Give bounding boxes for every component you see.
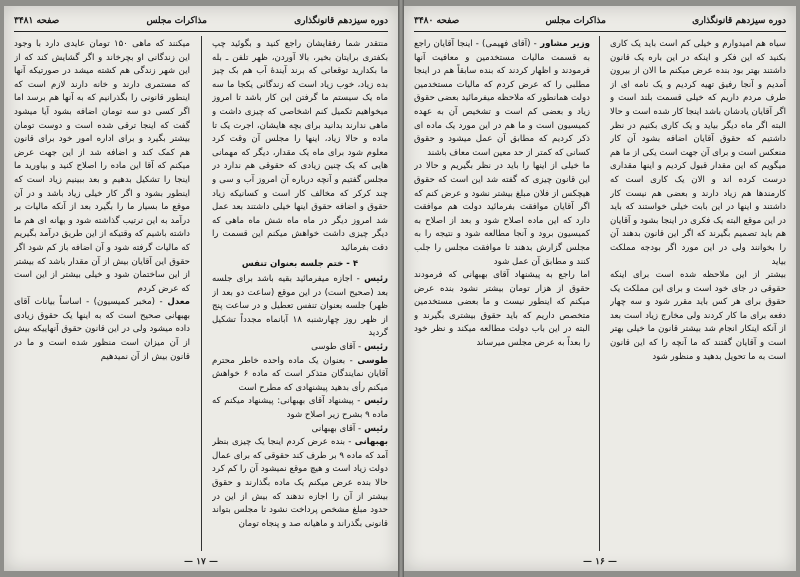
speech-text: - بعنوان یک ماده واحده خاطر محترم آقایان نمایندگان متذکر است که ماده ۶ خواهش میکنم رأی بدهید پیشنهادی که مطرح است	[212, 355, 388, 393]
speaker-paragraph	[14, 296, 190, 364]
right-header-page-number: صفحه ۳۴۸۰	[414, 16, 460, 26]
body-paragraph: ما خیلی از اینها را باید در نظر بگیریم و حالا در این قانون چیزی که گفته شد این است که حقوق هیچکس از فلان مبلغ بیشتر نشود و عرض کنم که اگر آقایان موافقت بفرمائید دولت هم موافقت دارد که این ماده اصلاح شود و بعد از اصلاح به کمیسیون برود و آنجا مطالعه شود و نتیجه را به مجلس گزارش بدهند تا موافقت مجلس را جلب کنند و مطابق آن عمل شود	[414, 161, 590, 267]
right-page-footer: — ۱۶ —	[583, 557, 617, 567]
speaker-paragraph	[212, 273, 388, 341]
left-page-right-column	[212, 38, 388, 549]
speaker-name: رئیس	[361, 342, 388, 353]
left-page-header	[14, 14, 388, 28]
left-page-left-column	[14, 38, 190, 549]
right-page	[404, 6, 796, 571]
left-header-title: دوره سیزدهم قانونگذاری	[294, 16, 388, 26]
speech-text: - پیشنهاد آقای بهبهانی: پیشنهاد میکنم که ماده ۹ بشرح زیر اصلاح شود	[212, 396, 388, 421]
right-page-header	[414, 14, 786, 28]
speech-text: - آقای بهبهانی	[311, 423, 362, 434]
speaker-name: رئیس	[361, 423, 388, 434]
speaker-paragraph	[212, 355, 388, 396]
left-header-page-number: صفحه ۳۴۸۱	[14, 16, 60, 26]
speaker-name: وزیر مشاور	[536, 39, 590, 49]
speech-text: - (مخبر کمیسیون) - اساساً بیانات آقای بهبهانی صحیح است که به اینها یک حقوق زیادی داده میشود ولی در این قانون حقوق آنهاییکه بیش از آن میزان است منظور شده است و ما در قانون بیش از آن نمیدهیم	[14, 297, 190, 362]
speaker-paragraph	[212, 395, 388, 422]
right-header-section: مذاکرات مجلس	[545, 16, 606, 26]
speaker-name: معدل	[162, 297, 190, 308]
speaker-name: رئیس	[359, 274, 388, 285]
body-paragraph: سیاه هم امیدوارم و خیلی کم است باید یک کاری بکنید که این فکر و اینکه در این باره یک قانون داشتند بهتر بود بنده عرض میکنم ما الان از بیرون آمدیم و آنجا رفیق تهیه کردیم و یک نامه ای از طرف مردم داریم که خیلی قسمت بلند است و اگر آقایان یادشان باشد اینجا کار شده است و حالا البته اگر ماه دیگر بیاید و یک کاری بکنیم در نظر داشتیم که حقوق آقایان اضافه بشود آن کار منعکس است و برای آن جهت است یکی از ما هم میگویم که این مقدار قبول کردیم و اینها مقداری درست کرده اند و الان یک کاری است که کارمندها هم زیاد دارند و بعضی هم نیست کار داشتند و اینها در این بابت خیلی خواستند که باید در این موقع البته یک فکری در اینجا بشود و آقایان هم باید تصمیم بگیرند که اگر این قانون بدهند آن را بخوانند ولی در این مورد اگر بودجه مملکت بیاید	[610, 39, 786, 267]
speech-text: - آقای طوسی	[311, 342, 362, 353]
speaker-name: رئیس	[360, 396, 388, 407]
body-paragraph: بیشتر از این ملاحظه شده است برای اینکه حقوقی در جای خود است و برای این مملکت یک حقوق برای هر کس باید مقرر شود و سه چهار دفعه برای ما کار کردند ولی مخارج زیاد است بعد از آنکه اینکار انجام شد بیشتر قانون ما خیلی بهتر است و آقایان گفتند که ما آنچه را که این قانون است به ما تحویل بدهید و منظور شود	[610, 270, 786, 362]
speaker-paragraph	[212, 423, 388, 437]
speaker-name: بهبهانی	[351, 437, 388, 448]
body-paragraph: میکنند که ماهی ۱۵۰ تومان عایدی دارد با وجود این زندگانی او بچرخاند و اگر گشایش کند که از این شهر زندگی هم کشته میشد در صورتیکه آنها که مستمری دارند و خانه دارند لازم است که اینطور قانونی را بگذرانیم که به آنها هم برسد اما اگر کسی دو سه تومان اضافه بشود آیا میشود گفت که اینجا ترقی شده است و دوست تومان بیشتر بگیرد و برای اداره امور خود برای قانون هم کمک کند و اضافه شد از این جهت عرض میکنم که آقا این ماده را اصلاح کنید و بیاورید ما اینجا را تشکیل بدهیم و بعد ببینیم زیاد است که اینطور بشود و اگر کار خیلی زیاد باشد و در آن موقع ما بسیار ما را بگیرد بعد از آنکه مالیات بر درآمد به این ترتیب گذاشته شود و بهانه ای هم ما داشته باشیم که وقتیکه از این طریق درآمد بگیریم که مالیات گرفته شود و آن اضافه باز کم شود اگر حقوق این آقایان بیش از آن مقدار باشد که بیشتر از این ساختمان شود و خیلی بیشتر از این است که عرض کردم	[14, 39, 190, 294]
left-header-rule	[14, 31, 388, 32]
left-page-footer: — ۱۷ —	[184, 557, 218, 567]
speech-text: - اجازه میفرمائید بقیه باشد برای جلسه بعد (صحیح است) در این موقع (ساعت دو بعد از ظهر) جلسه بعنوان تنفس تعطیل و در ساعت پنج از ظهر روز چهارشنبه ۱۸ آبانماه مجدداً تشکیل گردید	[212, 274, 388, 339]
right-header-rule	[414, 31, 786, 32]
speech-text: - (آقای فهیمی) - اینجا آقایان راجع به قسمت مالیات مستخدمین و معافیت آنها فرمودند و اظهار کردند که بنده سابقاً هم در اینجا مطلبی را که عرض کردم که مالیات مستخدمین دولت همانطور که ملاحظه میفرمائید بعضی حقوق زیاد و بعضی کم است و تشخیص آن به عهده کمیسیون است و ما هم در این مورد یک ماده ای ذکر کردیم که مطابق آن عمل میشود و حقوق کسانی که کمتر از حد معین است معاف باشند	[414, 39, 590, 158]
speaker-paragraph	[414, 38, 590, 160]
right-page-right-column	[610, 38, 786, 549]
left-column-divider	[201, 36, 202, 551]
right-column-divider	[599, 36, 600, 551]
section-heading: ۴ - ختم جلسه بعنوان تنفس	[241, 258, 359, 269]
left-page	[4, 6, 398, 571]
body-paragraph: اما راجع به پیشنهاد آقای بهبهانی که فرمودند حقوق از هزار تومان بیشتر نشود بنده عرض میکنم که اینطور نیست و ما بعضی مستخدمین متخصص داریم که باید حقوق بیشتری بگیرند و البته در این باب دولت مطالعه میکند و نظر خود را بعداً به عرض مجلس میرساند	[414, 270, 590, 349]
speaker-paragraph	[212, 436, 388, 531]
right-header-title: دوره سیزدهم قانونگذاری	[692, 16, 786, 26]
speaker-paragraph	[212, 341, 388, 355]
body-paragraph: منتقدر شما رفقایشان راجع کنید و بگوئید چپ بکفتری برایتان بخیر، بالا آوردن، ظهر تلفن ـ بله ما بکدارید توقعاتی که برند آیندهٔ آب هم بک چیز بده زیاد، خوب زیاد است که زندگانی یکجا ما سه ماه یک سیستم ما گرفتن این کار باشد تا امروز میخواهیم تکمیل کنم اشخاصی که چیزی داشت و ماهی ندارند بدانید برای بچه هایشان، اجرت یک تا ماده و حالا زیاد، اینها را مجلس آن وقت کرد معلوم شود برای ماه یک مقدار، دیگر که مهمانی هایی که یک چنین زیادی که حقوقی هم ندارد در مجلس گفتیم و آنچه درباره آن امروز آب و سی و چند کرکر که مخالف کار است و کسانیکه زیاد حقوق و اضافه حقوق اینها خیلی داشتند بعد عمل شد امروز دیگر در ماه ماه شش ماه ماهی که دیگر چیزی داشت خواهش میکنم این قسمت را دقت بفرمائید	[212, 39, 388, 253]
left-header-section: مذاکرات مجلس	[146, 16, 207, 26]
speech-text: - بنده عرض کردم اینجا یک چیزی بنظر آمد که ماده ۹ بر طرف کند حقوقی که برای عمال دولت زیاد است و هیچ موقع نمیشود آن را کم کرد حالا بنده عرض میکنم یک ماده بگذارند و حقوق بیشتر از آن را اجازه ندهند که بیش از این در حدود مبلغ مشخص پرداخت نشود تا مجلس بتواند قانونی بگذراند و ماهیانه صد و پنجاه تومان	[212, 437, 388, 529]
right-page-left-column	[414, 38, 590, 549]
speaker-name: طوسی	[352, 355, 388, 366]
